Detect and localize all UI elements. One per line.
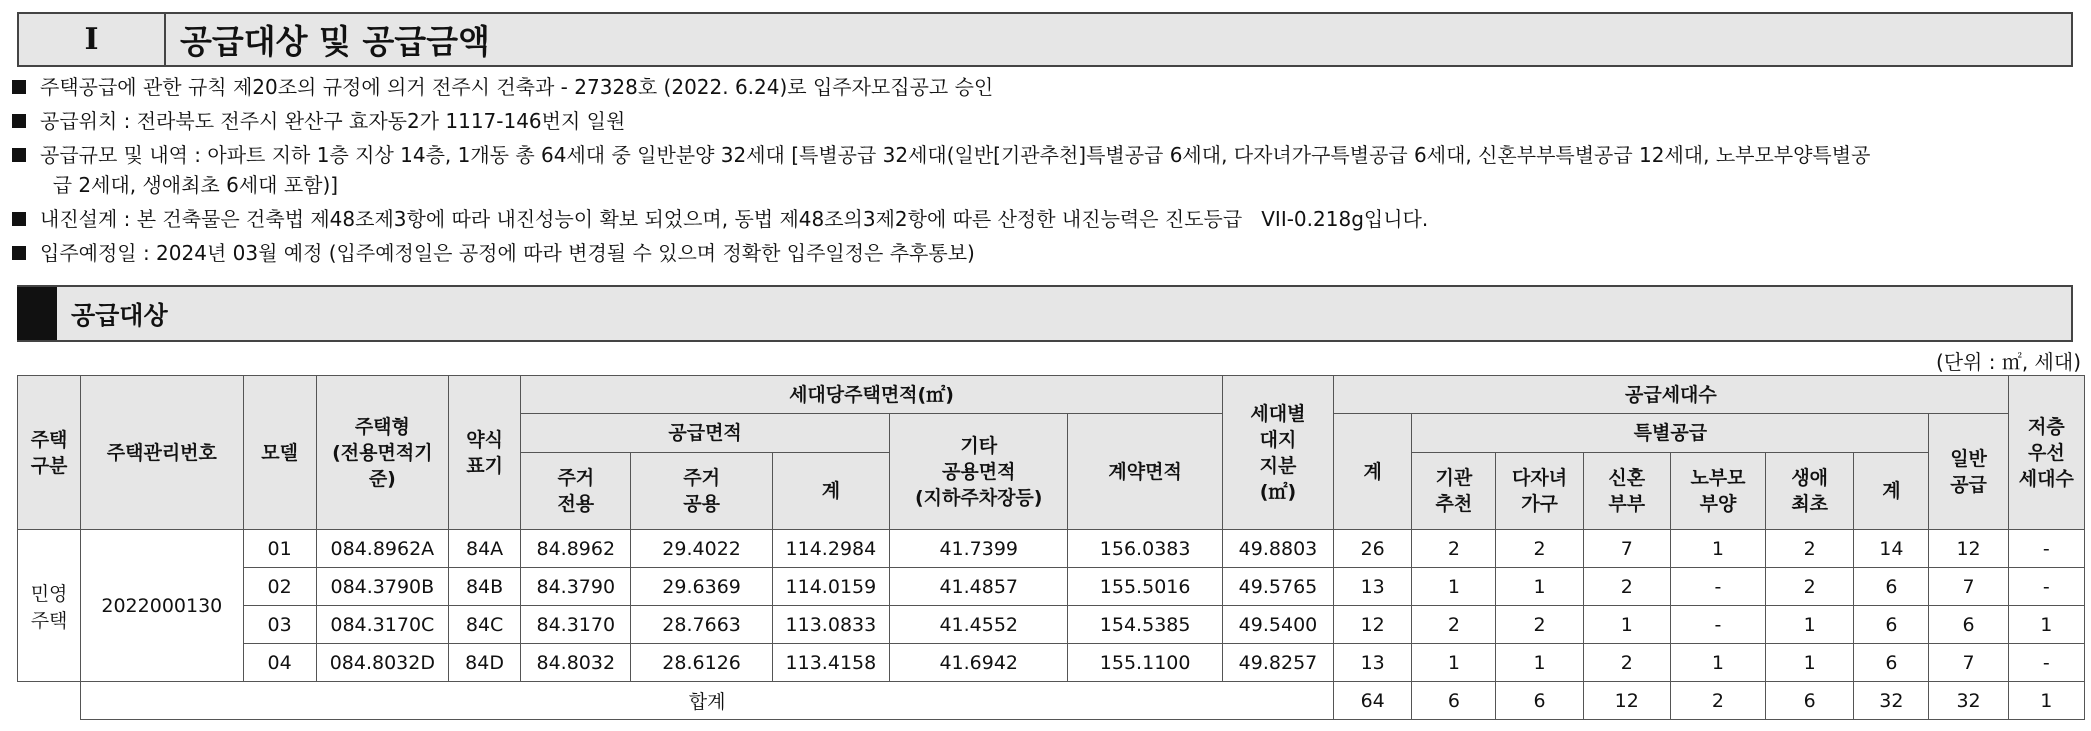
general-cell: 12	[1929, 530, 2008, 568]
newlywed-cell: 2	[1583, 644, 1670, 682]
table-row	[18, 568, 2085, 606]
exclusive-cell: 84.3790	[521, 568, 631, 606]
newlywed-cell: 7	[1583, 530, 1670, 568]
header-institution: 기관 추천	[1412, 453, 1496, 530]
subsection-bar	[17, 287, 57, 340]
general-cell: 32	[1929, 682, 2008, 720]
header-house-type: 주택형 (전용면적기 준)	[316, 376, 448, 530]
common-cell: 28.7663	[631, 606, 772, 644]
newlywed-cell: 12	[1583, 682, 1670, 720]
multi-child-cell: 1	[1496, 644, 1583, 682]
low-floor-cell: -	[2008, 530, 2084, 568]
notice-item: 공급규모 및 내역 : 아파트 지하 1층 지상 14층, 1개동 총 64세대 중 일반분양 32세대 [특별공급 32세대(일반[기관추천]특별공급 6세대, 다자녀가구특별공급 6세대, 신혼부부특별공급 12세대, 노부모부양특별공 급 2세대, 생애최초 6세대 포함)]	[12, 140, 2087, 200]
subtotal-cell: 113.0833	[772, 606, 889, 644]
low-floor-cell: 1	[2008, 606, 2084, 644]
header-exclusive: 주거 전용	[521, 453, 631, 530]
square-bullet-icon	[12, 212, 26, 226]
multi-child-cell: 2	[1496, 606, 1583, 644]
institution-cell: 6	[1412, 682, 1496, 720]
model-cell: 02	[243, 568, 316, 606]
special-total-cell: 6	[1854, 644, 1929, 682]
housing-type-cell: 민영 주택	[18, 530, 81, 682]
multi-child-cell: 2	[1496, 530, 1583, 568]
unit-note: (단위 : ㎡, 세대)	[1935, 350, 2081, 374]
total-units-cell: 64	[1334, 682, 1412, 720]
model-cell: 01	[243, 530, 316, 568]
common-cell: 28.6126	[631, 644, 772, 682]
elderly-cell: 1	[1670, 644, 1765, 682]
special-total-cell: 14	[1854, 530, 1929, 568]
low-floor-cell: 1	[2008, 682, 2084, 720]
notice-item: 공급위치 : 전라북도 전주시 완산구 효자동2가 1117-146번지 일원	[12, 106, 2087, 136]
abbr-cell: 84B	[449, 568, 521, 606]
contract-area-cell: 156.0383	[1068, 530, 1222, 568]
first-time-cell: 2	[1766, 568, 1854, 606]
header-area-group: 세대당주택면적(㎡)	[521, 376, 1223, 414]
exclusive-cell: 84.8962	[521, 530, 631, 568]
header-general-supply: 일반 공급	[1929, 414, 2008, 530]
special-total-cell: 6	[1854, 606, 1929, 644]
general-cell: 7	[1929, 644, 2008, 682]
land-share-cell: 49.8803	[1222, 530, 1333, 568]
other-common-cell: 41.4552	[890, 606, 1068, 644]
header-first-time: 생애 최초	[1766, 453, 1854, 530]
abbr-cell: 84C	[449, 606, 521, 644]
supply-table	[17, 375, 2085, 720]
newlywed-cell: 2	[1583, 568, 1670, 606]
header-special-total: 계	[1854, 453, 1929, 530]
square-bullet-icon	[12, 114, 26, 128]
first-time-cell: 6	[1766, 682, 1854, 720]
section-number: I	[19, 14, 166, 65]
first-time-cell: 1	[1766, 606, 1854, 644]
square-bullet-icon	[12, 148, 26, 162]
special-total-cell: 32	[1854, 682, 1929, 720]
section-header	[17, 12, 2073, 67]
header-total-units: 계	[1334, 414, 1412, 530]
table-row	[18, 530, 2085, 568]
subsection-title: 공급대상	[71, 300, 168, 330]
header-housing-type: 주택 구분	[18, 376, 81, 530]
total-units-cell: 13	[1334, 568, 1412, 606]
land-share-cell: 49.5765	[1222, 568, 1333, 606]
institution-cell: 2	[1412, 530, 1496, 568]
header-model: 모델	[243, 376, 316, 530]
first-time-cell: 2	[1766, 530, 1854, 568]
abbr-cell: 84D	[449, 644, 521, 682]
table-row	[18, 644, 2085, 682]
house-type-cell: 084.3790B	[316, 568, 448, 606]
contract-area-cell: 154.5385	[1068, 606, 1222, 644]
multi-child-cell: 6	[1496, 682, 1583, 720]
multi-child-cell: 1	[1496, 568, 1583, 606]
other-common-cell: 41.7399	[890, 530, 1068, 568]
contract-area-cell: 155.1100	[1068, 644, 1222, 682]
institution-cell: 2	[1412, 606, 1496, 644]
total-units-cell: 26	[1334, 530, 1412, 568]
notice-item: 입주예정일 : 2024년 03월 예정 (입주예정일은 공정에 따라 변경될 수 있으며 정확한 입주일정은 추후통보)	[12, 238, 2087, 268]
table-row	[18, 606, 2085, 644]
header-supply-area: 공급면적	[521, 414, 890, 453]
mgmt-no-cell: 2022000130	[81, 530, 243, 682]
header-supply-units: 공급세대수	[1334, 376, 2009, 414]
totals-label: 합계	[81, 682, 1334, 720]
general-cell: 6	[1929, 606, 2008, 644]
exclusive-cell: 84.8032	[521, 644, 631, 682]
contract-area-cell: 155.5016	[1068, 568, 1222, 606]
subtotal-cell: 114.2984	[772, 530, 889, 568]
header-multi-child: 다자녀 가구	[1496, 453, 1583, 530]
other-common-cell: 41.6942	[890, 644, 1068, 682]
subtotal-cell: 114.0159	[772, 568, 889, 606]
first-time-cell: 1	[1766, 644, 1854, 682]
notice-item: 내진설계 : 본 건축물은 건축법 제48조제3항에 따라 내진성능이 확보 되었으며, 동법 제48조의3제2항에 따른 산정한 내진능력은 진도등급 VII-0.218g입니다.	[12, 204, 2087, 234]
land-share-cell: 49.8257	[1222, 644, 1333, 682]
elderly-cell: 1	[1670, 530, 1765, 568]
exclusive-cell: 84.3170	[521, 606, 631, 644]
header-mgmt-no: 주택관리번호	[81, 376, 243, 530]
header-common: 주거 공용	[631, 453, 772, 530]
subsection-header	[17, 285, 2073, 342]
section-title: 공급대상 및 공급금액	[180, 22, 490, 61]
model-cell: 03	[243, 606, 316, 644]
header-land-share: 세대별 대지 지분 (㎡)	[1222, 376, 1333, 530]
elderly-cell: -	[1670, 606, 1765, 644]
abbr-cell: 84A	[449, 530, 521, 568]
house-type-cell: 084.3170C	[316, 606, 448, 644]
house-type-cell: 084.8032D	[316, 644, 448, 682]
elderly-cell: 2	[1670, 682, 1765, 720]
institution-cell: 1	[1412, 644, 1496, 682]
newlywed-cell: 1	[1583, 606, 1670, 644]
total-units-cell: 12	[1334, 606, 1412, 644]
land-share-cell: 49.5400	[1222, 606, 1333, 644]
notice-list	[12, 72, 2087, 272]
header-low-floor: 저층 우선 세대수	[2008, 376, 2084, 530]
general-cell: 7	[1929, 568, 2008, 606]
subtotal-cell: 113.4158	[772, 644, 889, 682]
header-subtotal: 계	[772, 453, 889, 530]
special-total-cell: 6	[1854, 568, 1929, 606]
header-abbr: 약식 표기	[449, 376, 521, 530]
notice-item: 주택공급에 관한 규칙 제20조의 규정에 의거 전주시 건축과 - 27328호 (2022. 6.24)로 입주자모집공고 승인	[12, 72, 2087, 102]
header-contract-area: 계약면적	[1068, 414, 1222, 530]
header-other-common: 기타 공용면적 (지하주차장등)	[890, 414, 1068, 530]
institution-cell: 1	[1412, 568, 1496, 606]
other-common-cell: 41.4857	[890, 568, 1068, 606]
model-cell: 04	[243, 644, 316, 682]
low-floor-cell: -	[2008, 568, 2084, 606]
header-special-supply: 특별공급	[1412, 414, 1929, 453]
house-type-cell: 084.8962A	[316, 530, 448, 568]
common-cell: 29.6369	[631, 568, 772, 606]
square-bullet-icon	[12, 80, 26, 94]
total-units-cell: 13	[1334, 644, 1412, 682]
elderly-cell: -	[1670, 568, 1765, 606]
header-elderly: 노부모 부양	[1670, 453, 1765, 530]
square-bullet-icon	[12, 246, 26, 260]
header-newlywed: 신혼 부부	[1583, 453, 1670, 530]
low-floor-cell: -	[2008, 644, 2084, 682]
common-cell: 29.4022	[631, 530, 772, 568]
totals-row	[18, 682, 2085, 720]
